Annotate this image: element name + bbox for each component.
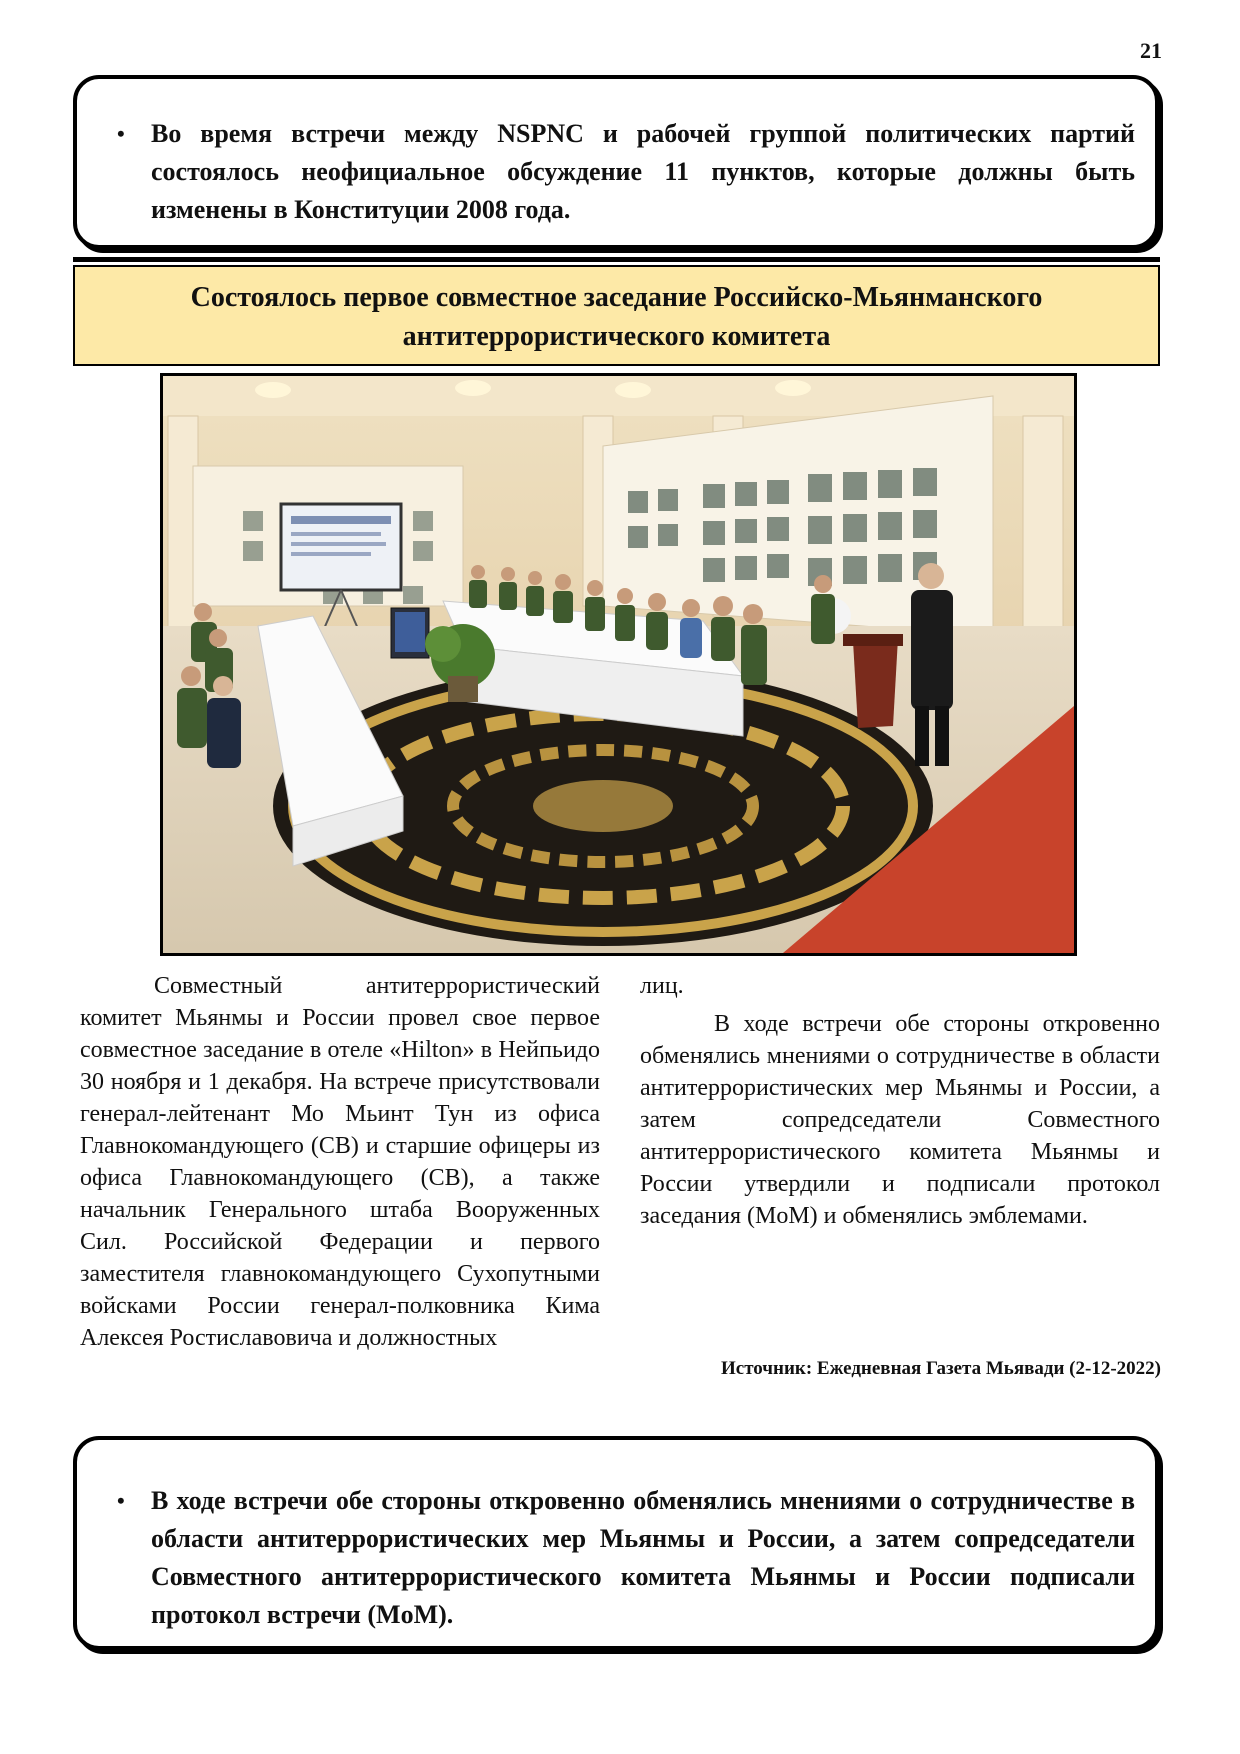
bullet-icon: •: [117, 1488, 125, 1513]
article-heading-line2: антитеррористического комитета: [402, 321, 831, 352]
article-column-right: [640, 970, 1160, 1232]
top-callout-box: [73, 75, 1159, 249]
meeting-photo-illustration: [163, 376, 1074, 953]
article-heading-line1: Состоялось первое совместное заседание Российско-Мьянманского: [190, 282, 1043, 313]
top-callout-item: [97, 115, 1135, 229]
article-source: Источник: Ежедневная Газета Мьявади (2-12-2022): [721, 1358, 1161, 1379]
bottom-callout-text: В ходе встречи обе стороны откровенно обменялись мнениями о сотрудничестве в области антитеррористических мер Мьянмы и России, а затем сопредседатели Совместного антитеррористического комитета Мьянмы и России подписали протокол встречи (MoM).: [151, 1486, 1135, 1629]
bullet-icon: •: [117, 121, 125, 146]
top-callout-text: Во время встречи между NSPNC и рабочей группой политических партий состоялось неофициальное обсуждение 11 пунктов, которые должны быть изменены в Конституции 2008 года.: [151, 119, 1135, 224]
bottom-callout-box: [73, 1436, 1159, 1650]
article-paragraph-1-end: лиц.: [640, 973, 684, 999]
article-paragraph-1: Совместный антитеррористический комитет Мьянмы и России провел свое первое совместное заседание в отеле «Hilton» в Нейпьидо 30 ноября и 1 декабря. На встрече присутствовали генерал-лейтенант Мо Мьинт Тун из офиса Главнокомандующего (СВ) и старшие офицеры из офиса Главнокомандующего (СВ), а также начальник Генерального штаба Вооруженных Сил. Российской Федерации и первого заместителя главнокомандующего Сухопутными войсками России генерал-полковника Кима Алексея Ростиславовича и должностных: [80, 973, 600, 1351]
bottom-callout-item: [97, 1482, 1135, 1634]
article-column-left: [80, 970, 600, 1354]
article-paragraph-2: В ходе встречи обе стороны откровенно обменялись мнениями о сотрудничестве в области антитеррористических мер Мьянмы и России, а затем сопредседатели Совместного антитеррористического комитета Мьянмы и России утвердили и подписали протокол заседания (MoM) и обменялись эмблемами.: [640, 1011, 1160, 1229]
page-number: 21: [1140, 38, 1162, 63]
meeting-photo: [160, 373, 1077, 956]
article-heading: [73, 265, 1160, 366]
section-divider: [73, 257, 1160, 262]
